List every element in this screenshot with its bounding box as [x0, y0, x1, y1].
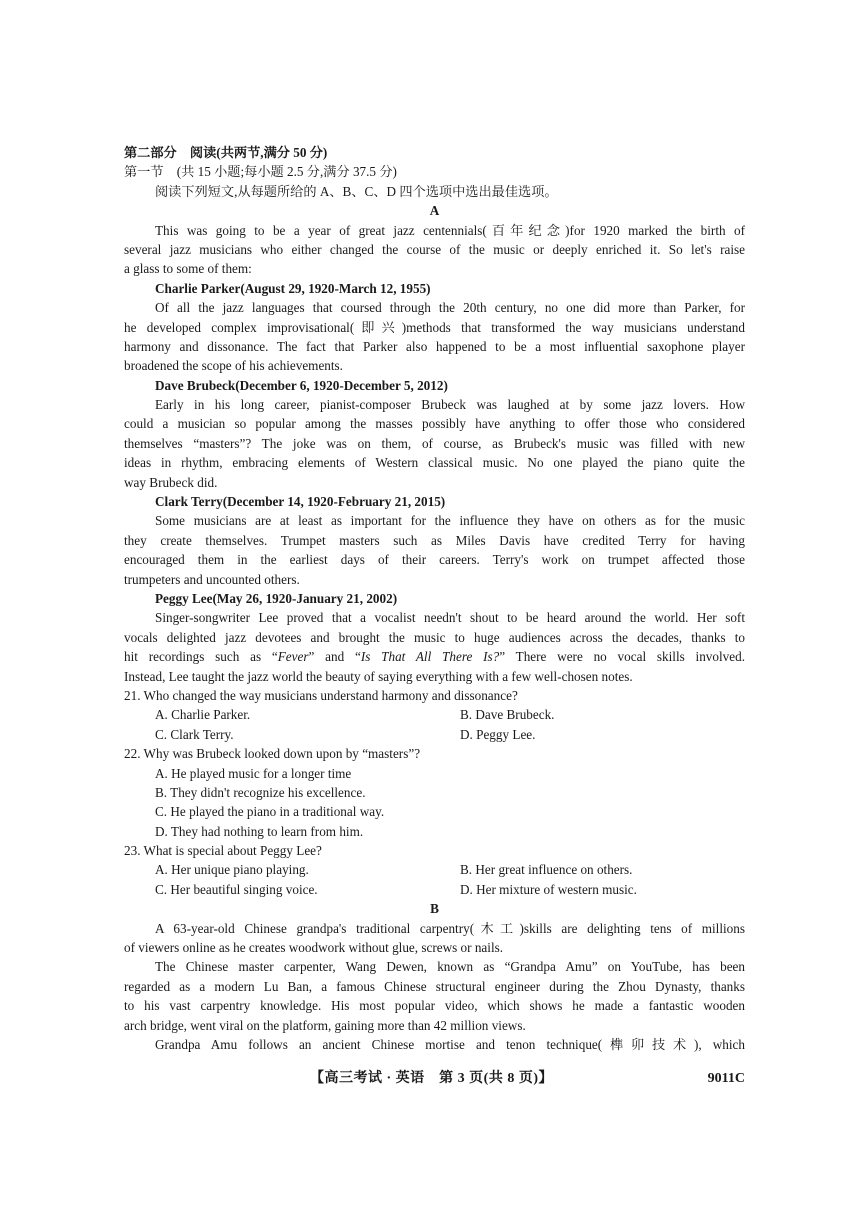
- paragraph-line: could a musician so popular among the masses possibly have anything to offer those who considered: [124, 416, 745, 432]
- page-info: 【高三考试 · 英语 第 3 页(共 8 页)】: [310, 1071, 553, 1086]
- paragraph-line: trumpeters and uncounted others.: [124, 571, 300, 587]
- paragraph-line: Grandpa Amu follows an ancient Chinese mortise and tenon technique(榫卯技术), which: [155, 1036, 745, 1052]
- option-row: [124, 705, 745, 724]
- section-heading: 第一节 (共 15 小题;每小题 2.5 分,满分 37.5 分): [124, 164, 397, 180]
- paragraph-line: encouraged them in the earliest days of their careers. Terry's work on trumpet affected those: [124, 552, 745, 568]
- option-b: B. Her great influence on others.: [460, 862, 633, 878]
- paragraph-line: harmony and dissonance. The fact that Parker also happened to be a most influential saxophone player: [124, 338, 745, 354]
- paragraph-line: to his vast carpentry knowledge. His most popular video, which shows he made a fantastic wooden: [124, 998, 745, 1014]
- question-21: 21. Who changed the way musicians understand harmony and dissonance?: [124, 687, 518, 703]
- paragraph-line: Instead, Lee taught the jazz world the beauty of saying everything with a few well-chosen notes.: [124, 668, 633, 684]
- paragraph-line: ideas in rhythm, embracing elements of Western classical music. No one played the piano quite the: [124, 455, 745, 471]
- option-b: B. They didn't recognize his excellence.: [155, 784, 366, 800]
- paragraph-line: a glass to some of them:: [124, 261, 252, 277]
- paragraph-line: of viewers online as he creates woodwork without glue, screws or nails.: [124, 940, 504, 956]
- terry-heading: Clark Terry(December 14, 1920-February 21, 2015): [155, 494, 446, 510]
- lee-heading: Peggy Lee(May 26, 1920-January 21, 2002): [155, 590, 398, 606]
- paragraph-line: This was going to be a year of great jazz centennials(百年纪念)for 1920 marked the birth of: [155, 222, 745, 238]
- option-row: [124, 860, 745, 879]
- instruction-text: 阅读下列短文,从每题所给的 A、B、C、D 四个选项中选出最佳选项。: [155, 183, 558, 199]
- paragraph-line: Of all the jazz languages that coursed through the 20th century, no one did more than Parker, for: [155, 300, 745, 316]
- paragraph-line: they create themselves. Trumpet masters such as Miles Davis have credited Terry for having: [124, 532, 745, 548]
- paragraph-line: Singer-songwriter Lee proved that a vocalist needn't shout to be heard around the world. Her soft: [155, 610, 745, 626]
- page-footer: [124, 1068, 745, 1090]
- song-title: Is That All There Is?: [360, 649, 500, 665]
- option-d: D. Peggy Lee.: [460, 726, 536, 742]
- passage-b-label: B: [430, 901, 439, 917]
- song-title: Fever: [277, 649, 309, 665]
- option-c: C. Clark Terry.: [155, 726, 234, 742]
- paragraph-line: Some musicians are at least as important for the influence they have on others as for the music: [155, 513, 745, 529]
- paragraph-line: arch bridge, went viral on the platform, gaining more than 42 million views.: [124, 1017, 526, 1033]
- option-c: C. He played the piano in a traditional way.: [155, 804, 385, 820]
- paragraph-line: broadened the scope of his achievements.: [124, 358, 343, 374]
- exam-page: [124, 143, 745, 1054]
- option-a: A. Her unique piano playing.: [155, 862, 309, 878]
- option-row: [124, 725, 745, 744]
- paragraph-line: themselves “masters”? The joke was on them, of course, as Brubeck's music was filled with new: [124, 435, 745, 451]
- paragraph-line: [124, 647, 745, 666]
- paragraph-line: Early in his long career, pianist-composer Brubeck was laughed at by some jazz lovers. How: [155, 397, 745, 413]
- parker-heading: Charlie Parker(August 29, 1920-March 12, 1955): [155, 280, 431, 296]
- option-b: B. Dave Brubeck.: [460, 707, 555, 723]
- text-span: hit recordings such as “: [124, 649, 278, 665]
- paragraph-line: way Brubeck did.: [124, 474, 218, 490]
- passage-a-label: A: [429, 203, 440, 219]
- option-d: D. Her mixture of western music.: [460, 881, 637, 897]
- paragraph-line: regarded as a modern Lu Ban, a famous Chinese structural engineer during the Zhou Dynasty, thanks: [124, 978, 745, 994]
- paragraph-line: several jazz musicians who either changed the course of the music or deeply enriched it. So let's raise: [124, 241, 745, 257]
- paragraph-line: he developed complex improvisational(即兴)methods that transformed the way musicians understand: [124, 319, 745, 335]
- exam-code: 9011C: [707, 1071, 745, 1086]
- brubeck-heading: Dave Brubeck(December 6, 1920-December 5, 2012): [155, 377, 448, 393]
- option-c: C. Her beautiful singing voice.: [155, 881, 318, 897]
- option-a: A. Charlie Parker.: [155, 707, 251, 723]
- paragraph-line: vocals delighted jazz devotees and brought the music to huge audiences across the decades, thanks to: [124, 629, 745, 645]
- text-span: ” and “: [308, 649, 361, 665]
- text-span: ” There were no vocal skills involved.: [499, 649, 745, 665]
- option-a: A. He played music for a longer time: [155, 765, 352, 781]
- question-22: 22. Why was Brubeck looked down upon by “masters”?: [124, 746, 421, 762]
- option-d: D. They had nothing to learn from him.: [155, 823, 364, 839]
- paragraph-line: A 63-year-old Chinese grandpa's traditional carpentry(木工)skills are delighting tens of millions: [155, 920, 745, 936]
- paragraph-line: The Chinese master carpenter, Wang Dewen, known as “Grandpa Amu” on YouTube, has been: [155, 959, 745, 975]
- question-23: 23. What is special about Peggy Lee?: [124, 843, 322, 859]
- option-row: [124, 880, 745, 899]
- part-heading: 第二部分 阅读(共两节,满分 50 分): [124, 145, 328, 160]
